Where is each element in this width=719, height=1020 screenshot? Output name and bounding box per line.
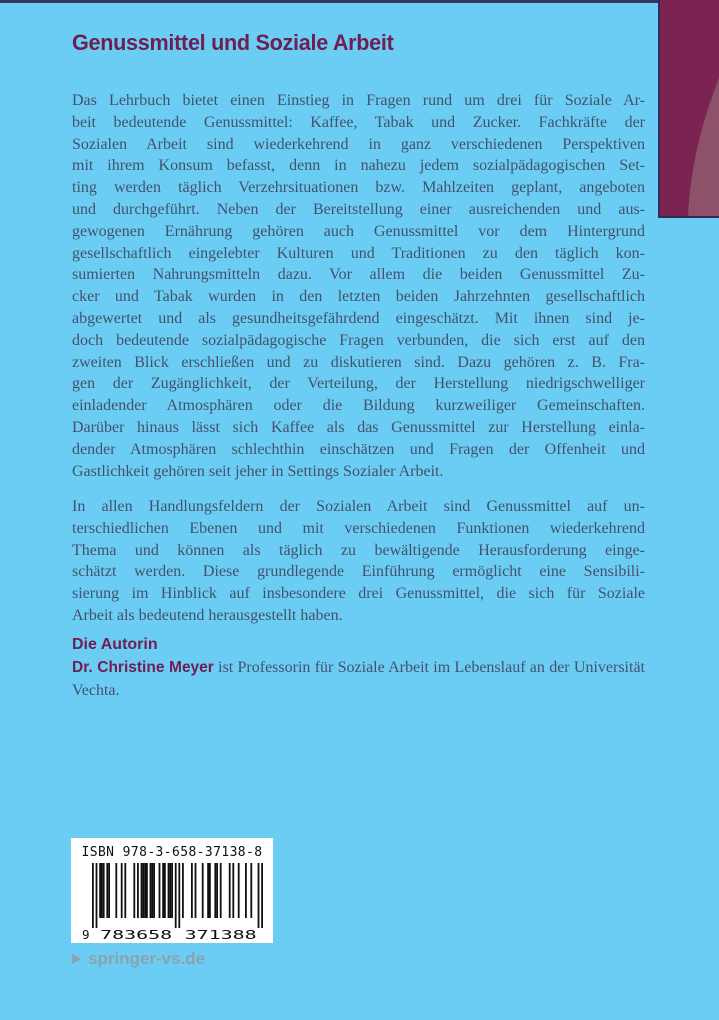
text-line: ting werden täglich Verzehrsituationen bzw. Mahlzeiten geplant, angeboten [72,179,645,197]
barcode-digits: 783658 [100,927,173,941]
text-line: gesellschaftlich eingelebter Kulturen und Traditionen zu den täglich kon- [72,244,645,262]
description-paragraph-1 [72,90,645,482]
description-paragraph-2 [72,496,645,627]
ean13-barcode-icon [82,863,274,941]
text-line: sumierten Nahrungsmitteln dazu. Vor allem die beiden Genussmittel Zu- [72,266,645,284]
text-line: gewogenen Ernährung gehören auch Genussmittel vor dem Hintergrund [72,222,645,240]
text-line: doch bedeutende sozialpädagogische Fragen verbunden, die sich erst auf den [72,331,645,349]
text-line: sierung im Hinblick auf insbesondere drei Genussmittel, die sich für Soziale [72,585,645,603]
text-line: Thema und können als täglich zu bewältigende Herausforderung einge- [72,541,645,559]
author-section-heading: Die Autorin [72,636,158,653]
text-line: In allen Handlungsfeldern der Sozialen Arbeit sind Genussmittel auf un- [72,498,645,515]
cover-design-block [658,0,719,218]
text-line: abgewertet und als gesundheitsgefährdend eingeschätzt. Mit ihnen sind je- [72,309,645,327]
text-line: dender Atmosphären schlechthin einschätzen und Fragen der Offenheit und [72,440,645,458]
publisher-website [72,949,205,969]
arrow-right-icon [72,954,81,964]
text-line: Sozialen Arbeit sind wiederkehrend in ganz verschiedenen Perspektiven [72,135,645,153]
text-line: beit bedeutende Genussmittel: Kaffee, Tabak und Zucker. Fachkräfte der [72,113,645,131]
isbn-barcode-panel [71,838,273,943]
text-line: Das Lehrbuch bietet einen Einstieg in Fragen rund um drei für Soziale Ar- [72,92,645,109]
text-line: Arbeit als bedeutend herausgestellt haben. [72,606,343,624]
barcode-digits: 371388 [184,927,257,941]
text-line: gen der Zugänglichkeit, der Verteilung, der Herstellung niedrigschwelliger [72,375,645,393]
text-line: Gastlichkeit gehören seit jeher in Settings Sozialer Arbeit. [72,462,444,480]
barcode-digits: 9 [82,927,90,941]
isbn-number: ISBN 978-3-658-37138-8 [81,845,263,860]
text-line: mit ihrem Konsum befasst, denn in nahezu jedem sozialpädagogischen Set- [72,157,645,175]
text-line: und durchgeführt. Neben der Bereitstellung einer ausreichenden und aus- [72,200,645,218]
corner-arc-shape [660,0,719,216]
website-url: springer-vs.de [88,949,206,968]
text-line: cker und Tabak wurden in den letzten beiden Jahrzehnten gesellschaftlich [72,288,645,306]
book-title: Genussmittel und Soziale Arbeit [72,30,394,55]
text-line: zweiten Blick erschließen und zu diskutieren sind. Dazu gehören z. B. Fra- [72,353,645,371]
top-edge-line [0,0,719,3]
author-bio-text: ist Professorin für Soziale Arbeit im Lebenslauf an der Universität Vechta. [72,659,645,699]
text-line: einladender Atmosphären oder die Bildung kurzweiliger Gemeinschaften. [72,397,645,415]
author-bio [72,657,645,702]
text-line: schätzt werden. Diese grundlegende Einführung ermöglicht eine Sensibili- [72,563,645,581]
text-line: Darüber hinaus lässt sich Kaffee als das Genussmittel zur Herstellung einla- [72,418,645,436]
author-name: Dr. Christine Meyer [72,659,214,676]
text-line: terschiedlichen Ebenen und mit verschiedenen Funktionen wiederkehrend [72,519,645,537]
